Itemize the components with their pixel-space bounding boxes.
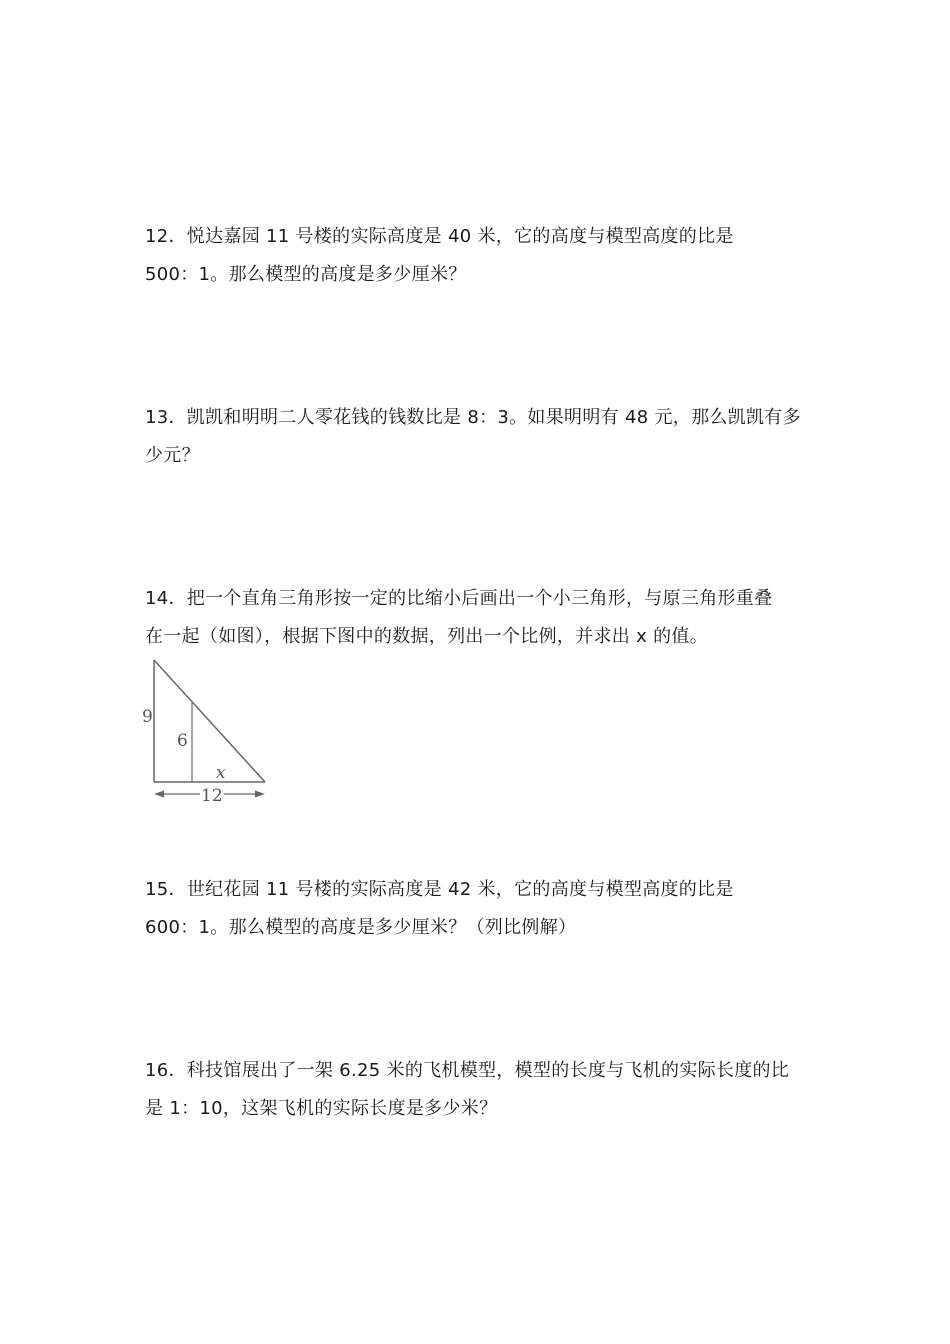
label-big-base: 12 — [201, 786, 223, 806]
question-13-line-1: 13．凯凯和明明二人零花钱的钱数比是 8：3。如果明明有 48 元，那么凯凯有多 — [145, 407, 801, 428]
triangle-hypotenuse-line — [154, 660, 265, 782]
question-14 — [145, 580, 825, 656]
question-15 — [145, 871, 825, 947]
question-16 — [145, 1052, 825, 1128]
label-small-base: x — [216, 763, 226, 783]
question-12 — [145, 218, 825, 294]
question-14-line-1: 14．把一个直角三角形按一定的比缩小后画出一个小三角形，与原三角形重叠 — [145, 588, 773, 609]
triangle-diagram — [138, 654, 273, 814]
question-14-line-2: 在一起（如图），根据下图中的数据，列出一个比例，并求出 x 的值。 — [145, 626, 708, 647]
question-12-line-2: 500：1。那么模型的高度是多少厘米？ — [145, 264, 467, 285]
question-16-line-2: 是 1：10，这架飞机的实际长度是多少米？ — [145, 1098, 498, 1119]
label-big-height: 9 — [142, 707, 153, 727]
question-15-line-1: 15．世纪花园 11 号楼的实际高度是 42 米，它的高度与模型高度的比是 — [145, 879, 734, 900]
question-16-line-1: 16．科技馆展出了一架 6.25 米的飞机模型，模型的长度与飞机的实际长度的比 — [145, 1060, 790, 1081]
similar-triangles-figure — [138, 654, 273, 814]
question-12-line-1: 12．悦达嘉园 11 号楼的实际高度是 40 米，它的高度与模型高度的比是 — [145, 226, 734, 247]
label-small-height: 6 — [177, 731, 188, 751]
question-13 — [145, 399, 825, 475]
dimension-arrow-left-icon — [154, 791, 164, 798]
question-13-line-2: 少元？ — [145, 445, 200, 466]
question-15-line-2: 600：1。那么模型的高度是多少厘米？（列比例解） — [145, 917, 577, 938]
dimension-arrow-right-icon — [255, 791, 265, 798]
